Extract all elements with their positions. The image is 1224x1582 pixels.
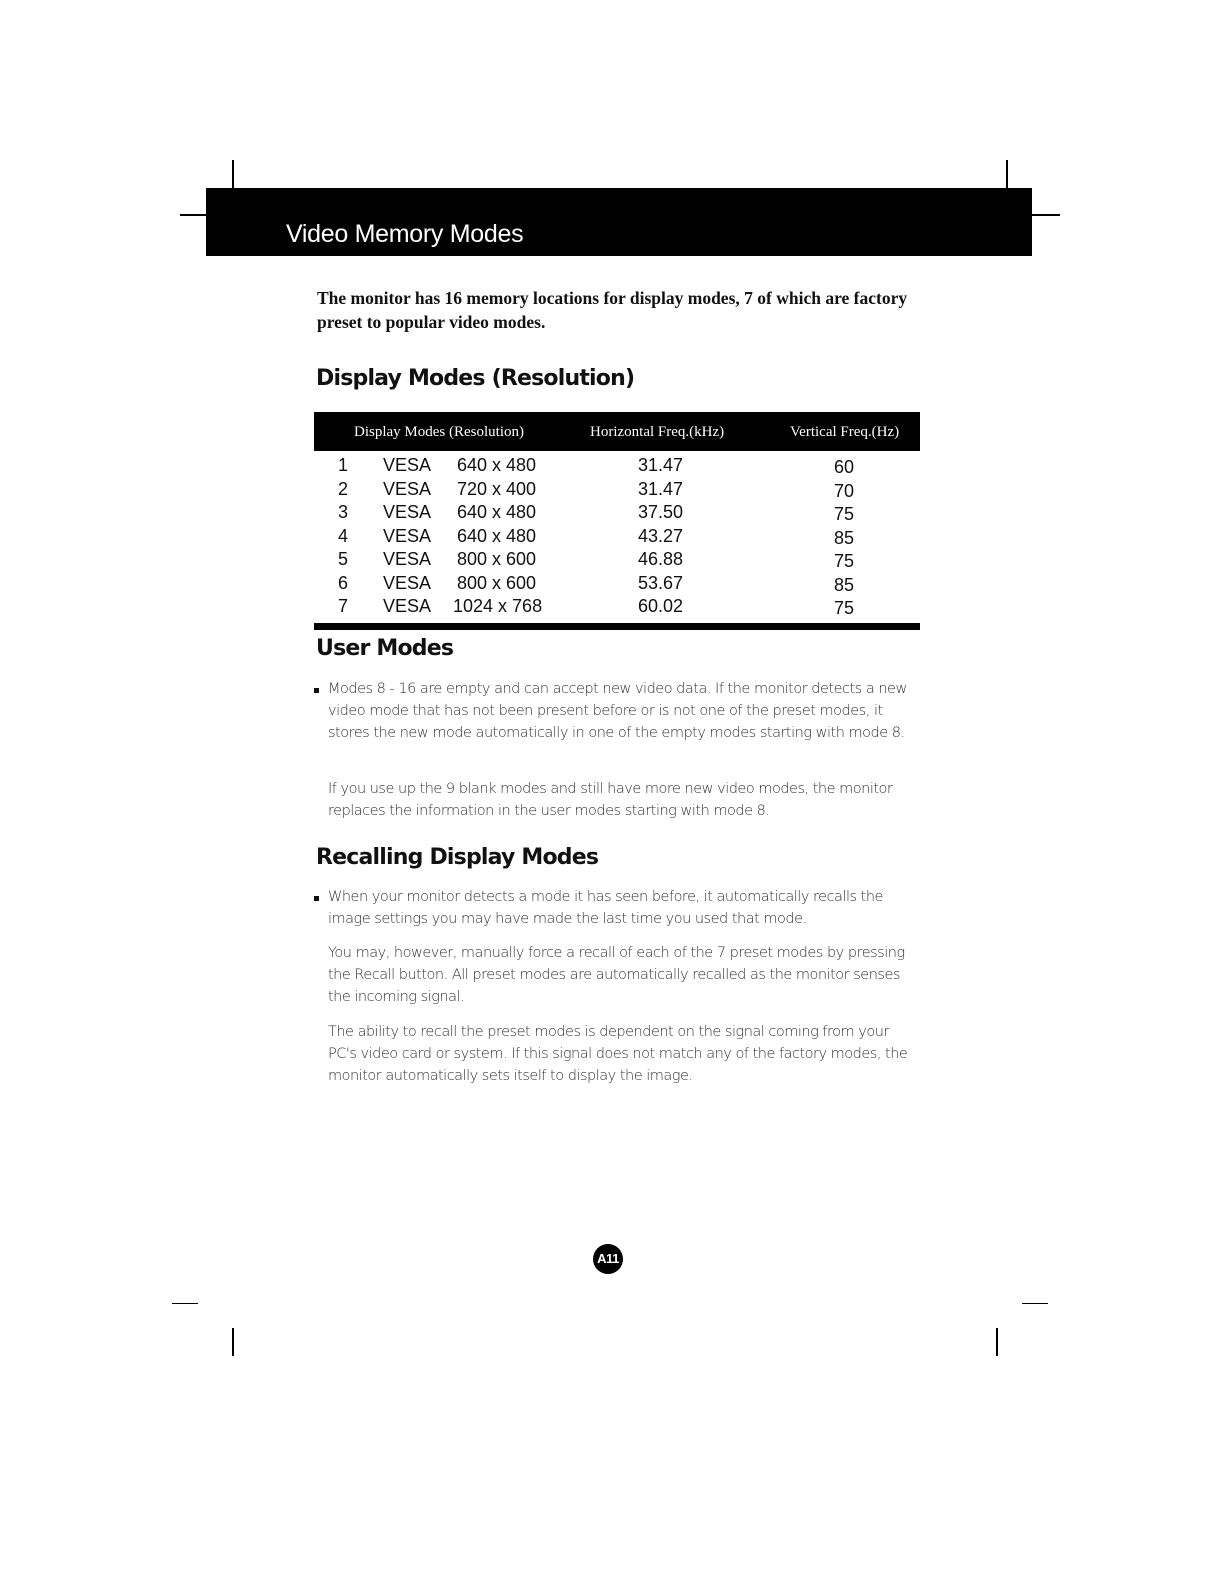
bullet-icon: [314, 688, 319, 693]
row-number: 6: [338, 573, 349, 593]
recalling-paragraph-3: The ability to recall the preset modes is dependent on the signal coming from your PC's video card or system. If this signal does not match any of the factory modes, the monitor automatically sets itself to display the image.: [328, 1024, 908, 1084]
row-resolution: 640 x 480: [457, 526, 537, 546]
row-resolution: 640 x 480: [457, 455, 537, 475]
row-resolution: 800 x 600: [457, 549, 537, 569]
column-header-horizontal-freq: Horizontal Freq.(kHz): [590, 424, 725, 440]
header-banner: [206, 188, 1032, 256]
table-row: [0, 455, 1224, 479]
row-vertical-freq: 70: [834, 481, 855, 501]
row-vertical-freq: 75: [834, 551, 855, 571]
row-resolution: 1024 x 768: [453, 596, 543, 616]
bullet-icon: [314, 896, 319, 901]
crop-mark: [172, 1303, 198, 1304]
row-resolution: 720 x 400: [457, 479, 537, 499]
row-number: 7: [338, 596, 349, 616]
table-row: [0, 549, 1224, 573]
row-horizontal-freq: 46.88: [638, 549, 684, 569]
row-standard: VESA: [383, 502, 432, 522]
column-header-vertical-freq: Vertical Freq.(Hz): [790, 424, 900, 440]
table-row: [0, 596, 1224, 620]
page-title: Video Memory Modes: [286, 220, 524, 248]
table-bottom-rule: [314, 623, 920, 630]
row-standard: VESA: [383, 573, 432, 593]
crop-mark: [1022, 1303, 1048, 1304]
row-standard: VESA: [383, 549, 432, 569]
row-number: 2: [338, 479, 349, 499]
row-vertical-freq: 85: [834, 575, 855, 595]
page-number-badge: A11: [593, 1244, 623, 1274]
row-resolution: 640 x 480: [457, 502, 537, 522]
row-standard: VESA: [383, 526, 432, 546]
table-row: [0, 526, 1224, 550]
crop-mark: [232, 160, 234, 190]
row-horizontal-freq: 31.47: [638, 455, 684, 475]
row-horizontal-freq: 31.47: [638, 479, 684, 499]
row-number: 3: [338, 502, 349, 522]
row-number: 4: [338, 526, 349, 546]
row-vertical-freq: 60: [834, 457, 855, 477]
crop-mark: [232, 1328, 234, 1356]
column-header-display-modes: Display Modes (Resolution): [354, 424, 524, 440]
row-vertical-freq: 75: [834, 504, 855, 524]
row-standard: VESA: [383, 479, 432, 499]
user-modes-paragraph-2: If you use up the 9 blank modes and still have more new video modes, the monitor replaces the information in the user modes starting with mode 8.: [328, 781, 893, 819]
crop-mark: [1032, 214, 1060, 216]
table-row: [0, 502, 1224, 526]
row-vertical-freq: 85: [834, 528, 855, 548]
table-header: [314, 412, 920, 451]
row-standard: VESA: [383, 455, 432, 475]
section-heading-user-modes: User Modes: [316, 636, 454, 661]
crop-mark: [180, 214, 208, 216]
row-standard: VESA: [383, 596, 432, 616]
crop-mark: [1006, 160, 1008, 190]
row-horizontal-freq: 37.50: [638, 502, 684, 522]
row-number: 1: [338, 455, 349, 475]
row-vertical-freq: 75: [834, 598, 855, 618]
row-number: 5: [338, 549, 349, 569]
crop-mark: [996, 1328, 998, 1356]
section-heading-recalling: Recalling Display Modes: [316, 845, 599, 870]
table-row: [0, 479, 1224, 503]
row-horizontal-freq: 43.27: [638, 526, 684, 546]
row-horizontal-freq: 53.67: [638, 573, 684, 593]
row-resolution: 800 x 600: [457, 573, 537, 593]
row-horizontal-freq: 60.02: [638, 596, 684, 616]
recalling-paragraph-1: When your monitor detects a mode it has seen before, it automatically recalls the image settings you may have made the last time you used that mode.: [328, 889, 883, 927]
intro-text: The monitor has 16 memory locations for display modes, 7 of which are factory preset to popular video modes.: [317, 288, 908, 332]
recalling-paragraph-2: You may, however, manually force a recall of each of the 7 preset modes by pressing the Recall button. All preset modes are automatically recalled as the monitor senses the incoming signal.: [328, 945, 905, 1005]
table-row: [0, 573, 1224, 597]
user-modes-paragraph-1: Modes 8 - 16 are empty and can accept new video data. If the monitor detects a new video mode that has not been present before or is not one of the preset modes, it stores the new mode automatically in one of the empty modes starting with mode 8.: [328, 681, 907, 741]
section-heading-display-modes: Display Modes (Resolution): [316, 366, 635, 391]
